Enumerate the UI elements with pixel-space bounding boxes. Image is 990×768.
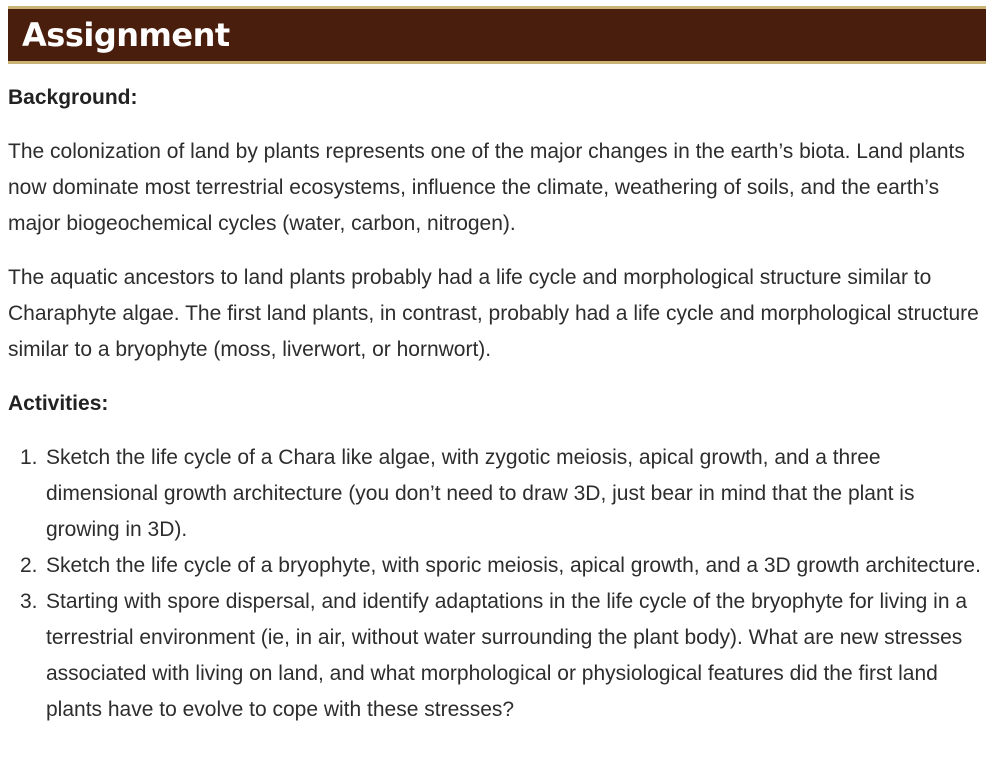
background-paragraph: The colonization of land by plants represents one of the major changes in the earth’s biota. Land plants now dominate most terrestrial ecosystems, influence the climate, weathering of soils, and the earth’s major biogeochemical cycles (water, carbon, nitrogen).: [8, 140, 965, 235]
assignment-content: [8, 80, 982, 728]
background-heading: Background:: [8, 86, 138, 109]
assignment-header: [8, 6, 986, 64]
list-item: [8, 440, 982, 548]
list-item-text: Sketch the life cycle of a bryophyte, with sporic meiosis, apical growth, and a 3D growth architecture.: [46, 554, 981, 577]
list-item-number: 3.: [20, 590, 38, 613]
list-item-text: Starting with spore dispersal, and identify adaptations in the life cycle of the bryophyte for living in a terrestrial environment (ie, in air, without water surrounding the plant body). What are new stresses associated with living on land, and what morphological or physiological features did the first land plants have to evolve to cope with these stresses?: [46, 590, 968, 721]
activities-heading: Activities:: [8, 392, 109, 415]
list-item-number: 1.: [20, 446, 38, 469]
background-paragraph: The aquatic ancestors to land plants probably had a life cycle and morphological structure similar to Charaphyte algae. The first land plants, in contrast, probably had a life cycle and morphological structure similar to a bryophyte (moss, liverwort, or hornwort).: [8, 266, 979, 361]
list-item: [8, 548, 982, 584]
list-item: [8, 584, 982, 728]
list-item-text: Sketch the life cycle of a Chara like algae, with zygotic meiosis, apical growth, and a three dimensional growth architecture (you don’t need to draw 3D, just bear in mind that the plant is growing in 3D).: [46, 446, 915, 541]
page-title: Assignment: [22, 16, 230, 54]
list-item-number: 2.: [20, 554, 38, 577]
activities-list: [8, 440, 982, 728]
